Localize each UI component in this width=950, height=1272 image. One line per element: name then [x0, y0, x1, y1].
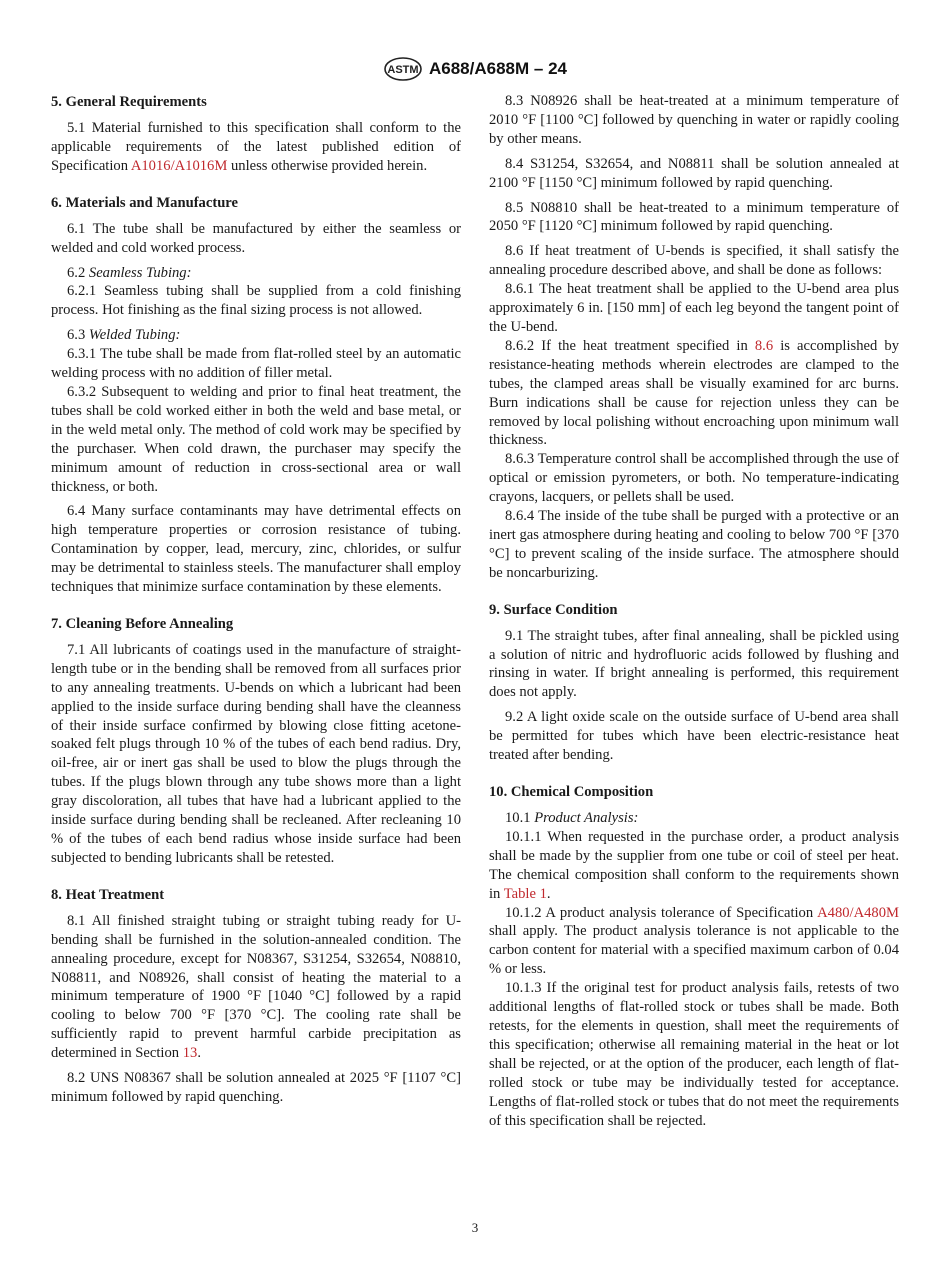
paragraph-6-3-1: 6.3.1 The tube shall be made from flat-rolled steel by an automatic welding process with no addition of filler metal.	[51, 346, 461, 382]
paragraph-10-1-3: 10.1.3 If the original test for product analysis fails, retests of two additional lengths of flat-rolled stock or tubes shall be made. Both retests, for the elements in question, shall meet the requirements of this specification; otherwise all remaining material in the heat or lot shall be rejected, or at the option of the producer, each length of flat-rolled stock or tube may be individually tested for acceptance. Lengths of flat-rolled stock or tubes that do not meet the requirements of this specification shall be rejected.	[489, 980, 899, 1129]
document-code: A688/A688M – 24	[429, 59, 567, 78]
section-10	[489, 782, 899, 1130]
paragraph-8-6: 8.6 If heat treatment of U-bends is specified, it shall satisfy the annealing procedure described above, and shall be done as follows:	[489, 243, 899, 279]
section-5	[51, 92, 461, 176]
link-a480[interactable]: A480/A480M	[817, 904, 899, 921]
paragraph-6-2-1: 6.2.1 Seamless tubing shall be supplied from a cold finishing process. Hot finishing as the final sizing process is not allowed.	[51, 283, 461, 319]
link-section-8-6[interactable]: 8.6	[754, 337, 774, 354]
paragraph-8-6-1: 8.6.1 The heat treatment shall be applied to the U-bend area plus approximately 6 in. [150 mm] of each leg beyond the tangent point of the U-bend.	[489, 281, 899, 335]
section-heading: 10. Chemical Composition	[489, 784, 654, 800]
paragraph-6-3: 6.3 Welded Tubing:	[67, 327, 181, 344]
paragraph-7-1: 7.1 All lubricants of coatings used in the manufacture of straight-length tube or in the bending shall be removed from all surfaces prior to any annealing treatments. U-bends on which a lubricant had been applied to the inside surface during bending shall have the cleanness of their inside surface confirmed by blowing close fitting acetone-soaked felt plugs through 10 % of the tubes of each bend radius. Dry, oil-free, air or inert gas shall be used to blow the plugs through the tubes. If the plugs blown through any tube shows more than a light gray discoloration, all tubes that have had a lubricant applied to the inside surface during bending shall be recleaned. After recleaning 10 % of the tubes of each bend radius whose inside surface had been subjected to bending lubricants shall be retested.	[51, 641, 461, 866]
left-column	[51, 92, 461, 1107]
paragraph-8-6-3: 8.6.3 Temperature control shall be accomplished through the use of optical or emission pyrometers, or both. No temperature-indicating crayons, lacquers, or pellets shall be used.	[489, 451, 899, 506]
section-9	[489, 600, 899, 765]
section-6	[51, 193, 461, 597]
paragraph-10-1: 10.1 Product Analysis:	[505, 810, 639, 826]
paragraph-6-1: 6.1 The tube shall be manufactured by either the seamless or welded and cold worked process.	[51, 220, 461, 256]
paragraph-6-2: 6.2 Seamless Tubing:	[67, 264, 192, 281]
section-7	[51, 614, 461, 868]
paragraph-10-1-1: 10.1.1 When requested in the purchase order, a product analysis shall be made by the supplier from one tube or coil of steel per heat. The chemical composition shall conform to the requirements shown in Table 1.	[489, 828, 899, 902]
paragraph-8-6-4: 8.6.4 The inside of the tube shall be purged with a protective or an inert gas atmosphere during heating and cooling to below 700 °F [370 °C] to prevent scaling of the inside surface. The atmosphere should be noncarburizing.	[489, 508, 899, 581]
section-heading: 7. Cleaning Before Annealing	[51, 615, 234, 632]
paragraph-9-2: 9.2 A light oxide scale on the outside surface of U-bend area shall be permitted for tubes which have been electric-resistance heat treated after bending.	[489, 709, 899, 764]
paragraph-8-6-2: 8.6.2 If the heat treatment specified in 8.6 is accomplished by resistance-heating methods wherein electrodes are clamped to the tubes, the clamped areas shall be visually examined for arc burns. Burn indications shall be cause for rejection unless they can be removed by local polishing without encroaching upon minimum wall thickness.	[489, 337, 899, 449]
paragraph-8-5: 8.5 N08810 shall be heat-treated to a minimum temperature of 2050 °F [1120 °C] minimum followed by rapid quenching.	[489, 199, 899, 235]
svg-text:ASTM: ASTM	[387, 64, 419, 76]
section-heading: 8. Heat Treatment	[51, 886, 165, 903]
paragraph-6-3-2: 6.3.2 Subsequent to welding and prior to final heat treatment, the tubes shall be cold worked either in both the weld and base metal, or in the weld metal only. The method of cold work may be specified by the purchaser. When cold drawn, the purchaser may specify the minimum amount of reduction in cross-sectional area or wall thickness, or both.	[51, 383, 461, 495]
section-heading: 6. Materials and Manufacture	[51, 194, 238, 211]
link-a1016[interactable]: A1016/A1016M	[130, 157, 228, 174]
link-section-13[interactable]: 13	[182, 1045, 198, 1062]
right-column	[489, 92, 899, 1130]
link-table-1[interactable]: Table 1	[503, 885, 547, 902]
section-heading: 5. General Requirements	[51, 94, 207, 110]
paragraph-9-1: 9.1 The straight tubes, after final annealing, shall be pickled using a solution of nitric and hydrofluoric acids followed by flushing and rinsing in water. If bright annealing is performed, this requirement does not apply.	[489, 627, 899, 701]
section-8	[51, 885, 461, 1107]
page-header	[0, 56, 950, 87]
paragraph-8-4: 8.4 S31254, S32654, and N08811 shall be solution annealed at 2100 °F [1150 °C] minimum followed by rapid quenching.	[489, 155, 899, 191]
paragraph-8-3: 8.3 N08926 shall be heat-treated at a minimum temperature of 2010 °F [1100 °C] followed by quenching in water or rapidly cooling by other means.	[489, 93, 899, 147]
paragraph-8-1: 8.1 All finished straight tubing or straight tubing ready for U-bending shall be furnished in the solution-annealed condition. The annealing procedure, except for N08367, S31254, S32654, N08810, N08811, and N08926, shall consist of heating the material to a minimum temperature of 1900 °F [1040 °C] followed by a rapid cooling to below 700 °F [370 °C]. The cooling rate shall be sufficiently rapid to prevent harmful carbide precipitation as determined in Section 13.	[51, 912, 461, 1062]
page-number: 3	[471, 1220, 479, 1235]
paragraph-6-4: 6.4 Many surface contaminants may have detrimental effects on high temperature properties or corrosion resistance of tubing. Contamination by copper, lead, mercury, zinc, chlorides, or sulfur may be detrimental to stainless steels. The manufacturer shall employ techniques that minimize surface contamination by these elements.	[51, 503, 461, 596]
astm-logo-icon	[383, 56, 423, 82]
section-heading: 9. Surface Condition	[489, 601, 618, 618]
paragraph-5-1: 5.1 Material furnished to this specification shall conform to the applicable requirements of the latest published edition of Specification A1016/A1016M unless otherwise provided herein.	[51, 120, 461, 174]
paragraph-8-2: 8.2 UNS N08367 shall be solution annealed at 2025 °F [1107 °C] minimum followed by rapid quenching.	[51, 1070, 461, 1105]
paragraph-10-1-2: 10.1.2 A product analysis tolerance of Specification A480/A480M shall apply. The product analysis tolerance is not applicable to the carbon content for material with a specified maximum carbon of 0.04 % or less.	[489, 904, 899, 978]
